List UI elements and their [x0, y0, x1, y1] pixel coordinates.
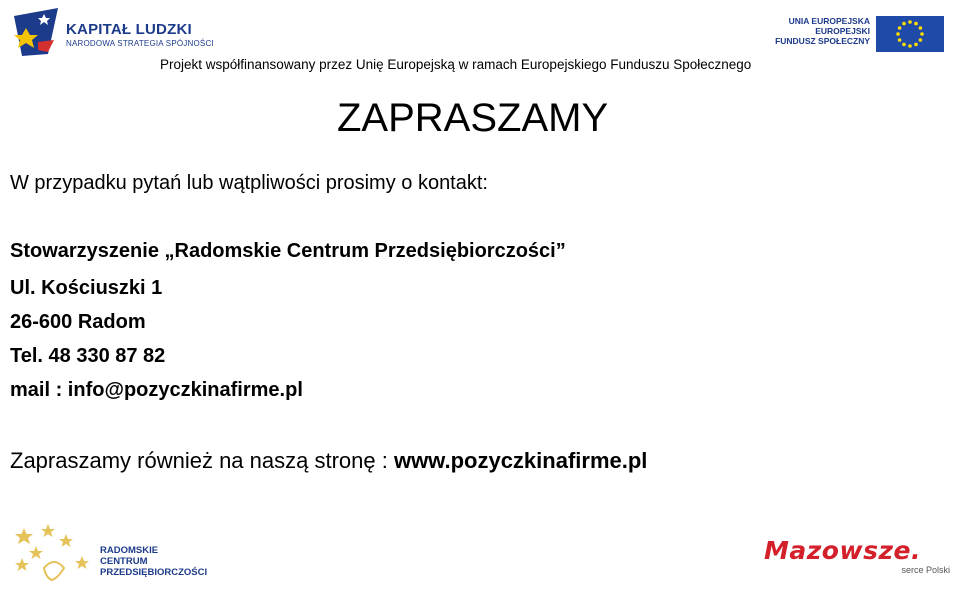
- street-address: Ul. Kościuszki 1: [10, 277, 163, 299]
- page-title: ZAPRASZAMY: [337, 96, 609, 140]
- rcp-stars-icon: [8, 520, 98, 588]
- eu-logo: [772, 16, 944, 52]
- kapital-ludzki-emblem-icon: [8, 4, 64, 58]
- kapital-ludzki-subtitle: NARODOWA STRATEGIA SPÓJNOŚCI: [66, 39, 214, 48]
- website-link[interactable]: www.pozyczkinafirme.pl: [393, 448, 648, 473]
- eu-logo-line: EUROPEJSKI: [815, 26, 870, 36]
- mazowsze-tagline: serce Polski: [901, 565, 950, 575]
- website-prefix: Zapraszamy również na naszą stronę :: [10, 448, 394, 473]
- rcp-logo-line: RADOMSKIE: [100, 545, 159, 556]
- organization-name: Stowarzyszenie „Radomskie Centrum Przedsiębiorczości”: [10, 240, 566, 262]
- kapital-ludzki-title: KAPITAŁ LUDZKI: [66, 21, 192, 38]
- rcp-logo-text: [100, 545, 207, 578]
- rcp-logo-line: PRZEDSIĘBIORCZOŚCI: [100, 567, 208, 578]
- postal-address: 26-600 Radom: [10, 311, 146, 333]
- eu-logo-text: [775, 16, 870, 46]
- phone-number: Tel. 48 330 87 82: [10, 345, 166, 367]
- contact-intro: W przypadku pytań lub wątpliwości prosimy o kontakt:: [10, 172, 488, 194]
- eu-logo-line: FUNDUSZ SPOŁECZNY: [775, 36, 870, 46]
- mazowsze-wordmark: Mazowsze.: [764, 536, 921, 565]
- eu-flag-icon: [876, 16, 944, 52]
- email-address: mail : info@pozyczkinafirme.pl: [10, 379, 303, 401]
- mazowsze-logo: [762, 536, 956, 584]
- website-invitation: [10, 448, 647, 474]
- eu-logo-line: UNIA EUROPEJSKA: [788, 16, 870, 26]
- kapital-ludzki-logo: [8, 4, 228, 58]
- rcp-logo: [8, 520, 226, 588]
- rcp-logo-line: CENTRUM: [100, 556, 148, 567]
- cofunding-note: Projekt współfinansowany przez Unię Europejską w ramach Europejskiego Funduszu Społecznego: [160, 57, 752, 72]
